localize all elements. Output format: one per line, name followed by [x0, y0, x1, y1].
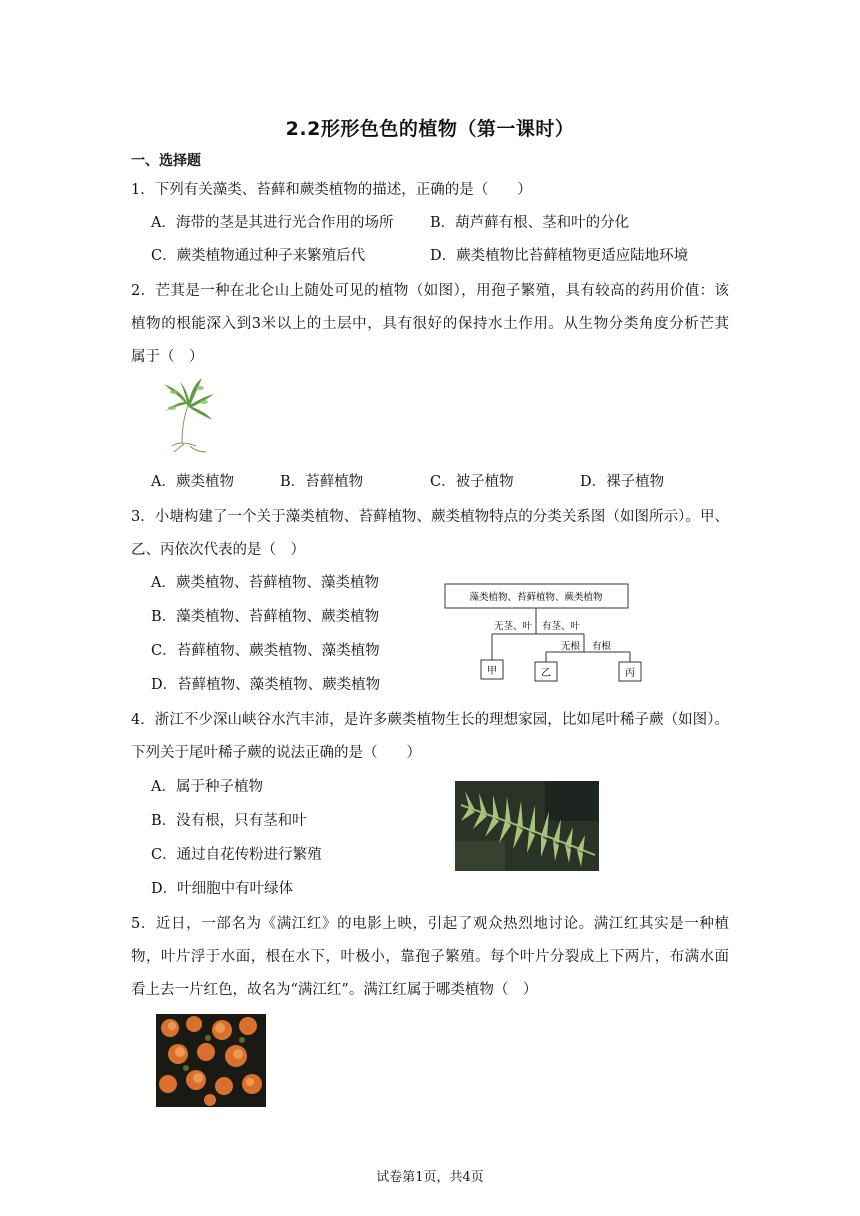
- q4-option-d: D．叶细胞中有叶绿体: [151, 881, 294, 897]
- q4-option-a: A．属于种子植物: [151, 779, 263, 795]
- q3-stem-line-1: 3．小塘构建了一个关于藻类植物、苔藓植物、蕨类植物特点的分类关系图（如图所示）。甲、: [131, 509, 729, 525]
- q1-option-a: A．海带的茎是其进行光合作用的场所: [151, 215, 394, 231]
- fern-figure: [160, 376, 216, 456]
- diagram-bing-label: 丙: [625, 668, 635, 679]
- diagram-left-branch-label: 无茎、叶: [494, 621, 533, 632]
- q5-stem-line-1: 5．近日，一部名为《满江红》的电影上映，引起了观众热烈地讨论。满江红其实是一种植: [131, 916, 729, 932]
- q2-stem-line-3: 属于（ ）: [131, 349, 204, 365]
- q2-option-a: A．蕨类植物: [151, 474, 234, 490]
- q4-stem-line-2: 下列关于尾叶稀子蕨的说法正确的是（ ）: [131, 745, 421, 761]
- page-title: 2.2形形色色的植物（第一课时）: [285, 118, 575, 140]
- azolla-photo: [156, 1014, 266, 1107]
- diagram-yi-label: 乙: [541, 668, 551, 679]
- q3-option-b: B．藻类植物、苔藓植物、蕨类植物: [151, 609, 380, 625]
- q2-option-d: D．裸子植物: [580, 474, 665, 490]
- q3-option-c: C．苔藓植物、蕨类植物、藻类植物: [151, 643, 380, 659]
- q2-option-b: B．苔藓植物: [280, 474, 364, 490]
- q3-option-a: A．蕨类植物、苔藓植物、藻类植物: [151, 575, 379, 591]
- section-heading: 一、选择题: [131, 153, 201, 169]
- q3-stem-line-2: 乙、丙依次代表的是（ ）: [131, 542, 305, 558]
- q3-option-d: D．苔藓植物、藻类植物、蕨类植物: [151, 677, 381, 693]
- page-footer: 试卷第1页，共4页: [376, 1170, 484, 1185]
- fern-leaf-photo: [455, 781, 599, 871]
- q2-stem-line-1: 2．芒萁是一种在北仑山上随处可见的植物（如图），用孢子繁殖，具有较高的药用价值：该: [131, 283, 729, 299]
- q2-stem-line-2: 植物的根能深入到3米以上的土层中，具有很好的保持水土作用。从生物分类角度分析芒萁: [131, 316, 729, 332]
- svg-text:·: ·: [164, 450, 166, 455]
- q1-stem: 1．下列有关藻类、苔藓和蕨类植物的描述，正确的是（ ）: [131, 182, 532, 198]
- q4-stem-line-1: 4．浙江不少深山峡谷水汽丰沛，是许多蕨类植物生长的理想家园，比如尾叶稀子蕨（如图）。: [131, 712, 729, 728]
- diagram-no-root-label: 无根: [561, 641, 581, 652]
- diagram-root-label: 藻类植物、苔藓植物、蕨类植物: [469, 592, 603, 603]
- q4-option-b: B．没有根，只有茎和叶: [151, 813, 307, 829]
- classification-diagram: [444, 580, 644, 690]
- diagram-jia-label: 甲: [487, 666, 497, 677]
- diagram-right-branch-label: 有茎、叶: [542, 621, 581, 632]
- q4-option-c: C．通过自花传粉进行繁殖: [151, 847, 322, 863]
- q2-option-c: C．被子植物: [430, 474, 514, 490]
- q1-option-c: C．蕨类植物通过种子来繁殖后代: [151, 248, 366, 264]
- q5-stem-line-3: 看上去一片红色，故名为“满江红”。满江红属于哪类植物（ ）: [131, 982, 538, 998]
- diagram-has-root-label: 有根: [592, 641, 612, 652]
- q1-option-b: B．葫芦藓有根、茎和叶的分化: [430, 215, 630, 231]
- q5-stem-line-2: 物，叶片浮于水面，根在水下，叶极小，靠孢子繁殖。每个叶片分裂成上下两片，布满水面: [131, 949, 729, 965]
- q1-option-d: D．蕨类植物比苔藓植物更适应陆地环境: [430, 248, 689, 264]
